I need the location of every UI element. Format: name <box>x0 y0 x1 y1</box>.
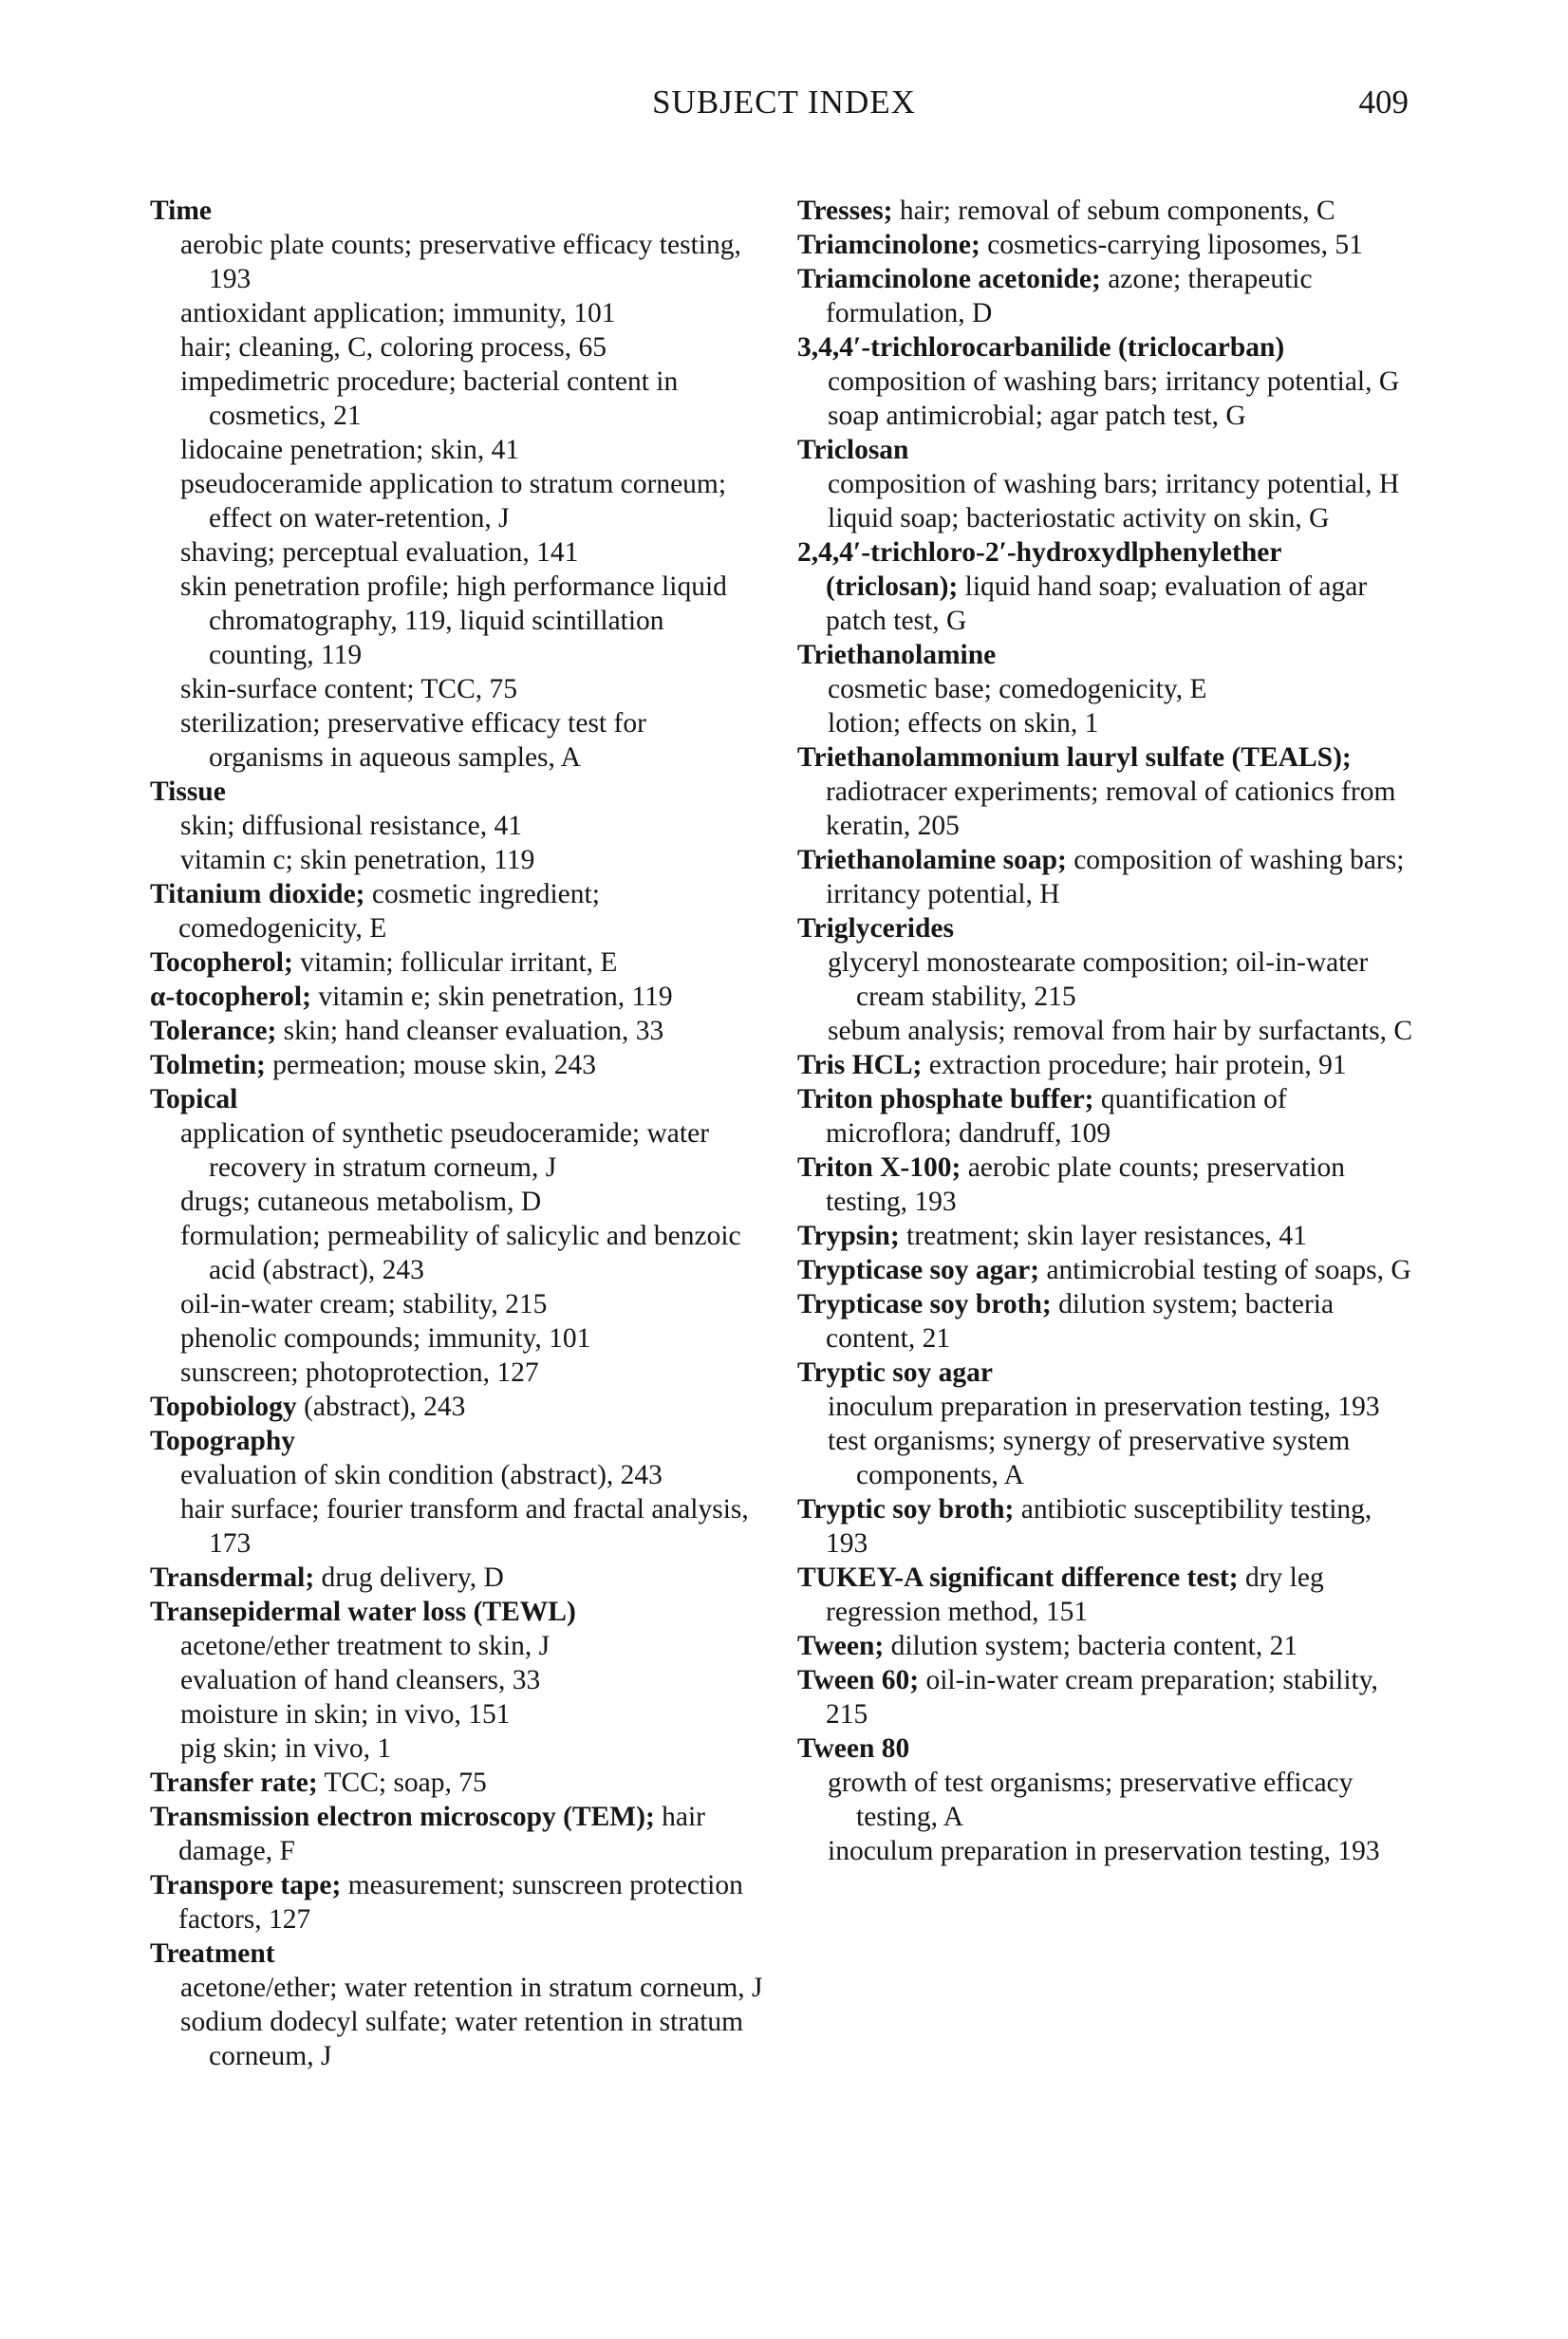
index-term: Topography <box>150 1426 296 1456</box>
index-term: 3,4,4′-trichlorocarbanilide (triclocarban) <box>797 332 1285 363</box>
index-term: Titanium dioxide; <box>150 879 365 909</box>
index-entry <box>797 1561 1414 1629</box>
index-term: Topobiology <box>150 1392 297 1422</box>
index-locator: dilution system; bacteria content, 21 <box>884 1631 1298 1661</box>
index-entry <box>797 740 1414 843</box>
index-locator: hair; cleaning, C, coloring process, 65 <box>180 332 607 363</box>
index-entry <box>797 228 1414 262</box>
index-subentry <box>150 672 767 706</box>
index-locator: acetone/ether; water retention in stratum corneum, J <box>180 1973 763 2003</box>
index-entry <box>150 1595 767 1629</box>
index-subentry <box>150 2005 767 2073</box>
index-locator: application of synthetic pseudoceramide; water recovery in stratum corneum, J <box>180 1118 710 1183</box>
index-subentry <box>150 365 767 433</box>
index-entry <box>797 194 1414 228</box>
index-column-right <box>797 194 1414 1868</box>
index-locator: inoculum preparation in preservation testing, 193 <box>828 1836 1380 1866</box>
index-entry <box>150 877 767 945</box>
index-subentry <box>150 330 767 365</box>
index-entry <box>150 980 767 1014</box>
index-subentry <box>797 399 1414 433</box>
index-term: Tissue <box>150 777 226 807</box>
index-subentry <box>150 1731 767 1766</box>
index-subentry <box>150 570 767 672</box>
index-locator: skin; hand cleanser evaluation, 33 <box>276 1016 664 1046</box>
index-entry <box>150 1868 767 1937</box>
index-subentry <box>150 228 767 296</box>
index-entry <box>150 1048 767 1082</box>
index-term: 2,4,4′-trichloro-2′-hydroxydlphenylether (triclosan); <box>797 537 1281 602</box>
index-locator: measurement; sunscreen protection factors, 127 <box>178 1870 743 1935</box>
index-locator: test organisms; synergy of preservative system components, A <box>828 1426 1351 1490</box>
index-locator: dry leg regression method, 151 <box>826 1562 1324 1627</box>
index-locator: liquid hand soap; evaluation of agar patch test, G <box>826 571 1368 636</box>
index-entry <box>797 1048 1414 1082</box>
index-locator: growth of test organisms; preservative efficacy testing, A <box>828 1768 1353 1832</box>
index-locator: phenolic compounds; immunity, 101 <box>180 1323 591 1354</box>
index-subentry <box>797 1390 1414 1424</box>
index-locator: oil-in-water cream preparation; stability, 215 <box>826 1665 1378 1730</box>
index-locator: vitamin e; skin penetration, 119 <box>310 982 673 1012</box>
index-entry <box>150 1014 767 1048</box>
index-subentry <box>797 706 1414 740</box>
index-locator: permeation; mouse skin, 243 <box>265 1050 597 1080</box>
index-subentry <box>150 1458 767 1492</box>
index-entry <box>150 194 767 228</box>
index-locator: sterilization; preservative efficacy test for organisms in aqueous samples, A <box>180 708 646 773</box>
index-subentry <box>150 1629 767 1663</box>
index-locator: azone; therapeutic formulation, D <box>826 264 1313 328</box>
index-term: TUKEY-A significant difference test; <box>797 1562 1239 1593</box>
index-locator: pig skin; in vivo, 1 <box>180 1733 392 1764</box>
index-locator: antimicrobial testing of soaps, G <box>1039 1255 1411 1285</box>
index-subentry <box>150 1116 767 1185</box>
index-entry <box>150 945 767 980</box>
index-term: Tocopherol; <box>150 947 293 978</box>
index-locator: antioxidant application; immunity, 101 <box>180 298 616 328</box>
index-term: Triton X-100; <box>797 1152 961 1183</box>
index-locator: composition of washing bars; irritancy potential, H <box>828 469 1400 499</box>
index-subentry <box>797 1766 1414 1834</box>
index-entry <box>797 1151 1414 1219</box>
index-locator: (abstract), 243 <box>296 1392 466 1422</box>
page-header <box>0 84 1568 131</box>
index-subentry <box>797 1014 1414 1048</box>
index-entry <box>150 1800 767 1868</box>
index-entry <box>797 433 1414 467</box>
index-term: Tolmetin; <box>150 1050 266 1080</box>
index-locator: TCC; soap, 75 <box>317 1768 487 1798</box>
index-locator: formulation; permeability of salicylic and benzoic acid (abstract), 243 <box>180 1221 741 1285</box>
index-subentry <box>150 1663 767 1697</box>
index-entry <box>797 262 1414 330</box>
index-column-left <box>150 194 767 2073</box>
index-locator: oil-in-water cream; stability, 215 <box>180 1289 548 1319</box>
index-term: Tresses; <box>797 196 893 226</box>
index-locator: evaluation of hand cleansers, 33 <box>180 1665 541 1695</box>
index-subentry <box>797 365 1414 399</box>
index-entry <box>797 1219 1414 1253</box>
index-locator: treatment; skin layer resistances, 41 <box>899 1221 1307 1251</box>
index-term: Trypticase soy broth; <box>797 1289 1052 1319</box>
index-subentry <box>797 501 1414 535</box>
index-subentry <box>150 1971 767 2005</box>
index-entry <box>797 535 1414 638</box>
index-locator: hair surface; fourier transform and fractal analysis, 173 <box>180 1494 749 1559</box>
index-term: Trypticase soy agar; <box>797 1255 1040 1285</box>
index-subentry <box>150 843 767 877</box>
index-locator: pseudoceramide application to stratum corneum; effect on water-retention, J <box>180 469 727 533</box>
index-subentry <box>150 1185 767 1219</box>
index-term: Tween 60; <box>797 1665 920 1695</box>
index-term: Tween; <box>797 1631 885 1661</box>
index-subentry <box>150 1321 767 1356</box>
index-term: Triton phosphate buffer; <box>797 1084 1094 1114</box>
index-locator: hair damage, F <box>178 1802 706 1866</box>
index-entry <box>797 1082 1414 1151</box>
index-term: Tris HCL; <box>797 1050 923 1080</box>
index-subentry <box>150 1287 767 1321</box>
index-term: Triamcinolone; <box>797 230 980 260</box>
index-locator: quantification of microflora; dandruff, 109 <box>826 1084 1287 1149</box>
index-term: Tween 80 <box>797 1733 910 1764</box>
index-term: Topical <box>150 1084 238 1114</box>
index-locator: inoculum preparation in preservation testing, 193 <box>828 1392 1380 1422</box>
index-locator: extraction procedure; hair protein, 91 <box>922 1050 1347 1080</box>
index-subentry <box>150 535 767 570</box>
index-locator: composition of washing bars; irritancy potential, H <box>826 845 1405 909</box>
index-subentry <box>150 1492 767 1561</box>
index-entry <box>150 1082 767 1116</box>
index-locator: glyceryl monostearate composition; oil-in-water cream stability, 215 <box>828 947 1369 1012</box>
index-locator: hair; removal of sebum components, C <box>892 196 1335 226</box>
index-locator: vitamin; follicular irritant, E <box>292 947 618 978</box>
index-term: Transmission electron microscopy (TEM); <box>150 1802 655 1832</box>
index-subentry <box>797 467 1414 501</box>
index-subentry <box>150 433 767 467</box>
index-locator: sodium dodecyl sulfate; water retention in stratum corneum, J <box>180 2007 744 2071</box>
index-locator: soap antimicrobial; agar patch test, G <box>828 401 1246 431</box>
index-entry <box>150 1937 767 1971</box>
index-term: Triclosan <box>797 435 909 465</box>
index-locator: cosmetic base; comedogenicity, E <box>828 674 1207 704</box>
index-entry <box>797 638 1414 672</box>
index-term: Transdermal; <box>150 1562 315 1593</box>
index-term: Transpore tape; <box>150 1870 342 1900</box>
index-locator: skin; diffusional resistance, 41 <box>180 811 522 841</box>
index-entry <box>150 1390 767 1424</box>
running-title: SUBJECT INDEX <box>652 84 916 121</box>
index-locator: shaving; perceptual evaluation, 141 <box>180 537 579 568</box>
index-entry <box>797 1663 1414 1731</box>
index-entry <box>797 1356 1414 1390</box>
index-locator: drugs; cutaneous metabolism, D <box>180 1187 542 1217</box>
index-locator: skin penetration profile; high performance liquid chromatography, 119, liquid scintillation counting, 119 <box>180 571 727 670</box>
index-locator: cosmetics-carrying liposomes, 51 <box>980 230 1363 260</box>
index-locator: impedimetric procedure; bacterial content in cosmetics, 21 <box>180 366 679 431</box>
index-locator: evaluation of skin condition (abstract), 243 <box>180 1460 663 1490</box>
index-subentry <box>150 809 767 843</box>
index-entry <box>797 1253 1414 1287</box>
index-term: Triethanolamine soap; <box>797 845 1067 875</box>
index-term: Triglycerides <box>797 913 954 944</box>
index-locator: aerobic plate counts; preservation testing, 193 <box>826 1152 1345 1217</box>
index-entry <box>797 843 1414 911</box>
index-subentry <box>150 706 767 775</box>
index-entry <box>797 330 1414 365</box>
index-locator: moisture in skin; in vivo, 151 <box>180 1699 511 1730</box>
index-subentry <box>150 1697 767 1731</box>
index-term: Tolerance; <box>150 1016 277 1046</box>
index-subentry <box>797 945 1414 1014</box>
index-entry <box>150 775 767 809</box>
index-locator: sunscreen; photoprotection, 127 <box>180 1357 539 1388</box>
index-term: Treatment <box>150 1938 275 1969</box>
index-subentry <box>797 1834 1414 1868</box>
index-locator: cosmetic ingredient; comedogenicity, E <box>178 879 600 944</box>
index-subentry <box>150 1356 767 1390</box>
index-subentry <box>150 467 767 535</box>
index-entry <box>797 1629 1414 1663</box>
index-entry <box>797 1287 1414 1356</box>
index-term: Time <box>150 196 213 226</box>
index-subentry <box>797 672 1414 706</box>
page-number: 409 <box>1358 84 1409 121</box>
index-term: Tryptic soy agar <box>797 1357 993 1388</box>
index-locator: lotion; effects on skin, 1 <box>828 708 1099 739</box>
index-locator: drug delivery, D <box>314 1562 504 1593</box>
index-locator: dilution system; bacteria content, 21 <box>826 1289 1335 1354</box>
index-term: Transepidermal water loss (TEWL) <box>150 1597 576 1627</box>
index-term: Triamcinolone acetonide; <box>797 264 1101 294</box>
index-subentry <box>150 1219 767 1287</box>
index-locator: radiotracer experiments; removal of cationics from keratin, 205 <box>826 777 1396 841</box>
index-term: Transfer rate; <box>150 1768 318 1798</box>
index-term: Triethanolamine <box>797 640 997 670</box>
index-entry <box>150 1424 767 1458</box>
index-locator: liquid soap; bacteriostatic activity on skin, G <box>828 503 1330 533</box>
index-entry <box>797 1731 1414 1766</box>
index-locator: sebum analysis; removal from hair by surfactants, C <box>828 1016 1413 1046</box>
index-term: Tryptic soy broth; <box>797 1494 1015 1525</box>
index-term: α-tocopherol; <box>150 982 311 1012</box>
index-locator: acetone/ether treatment to skin, J <box>180 1631 551 1661</box>
index-entry <box>797 911 1414 945</box>
index-locator: skin-surface content; TCC, 75 <box>180 674 518 704</box>
index-entry <box>797 1492 1414 1561</box>
index-locator: aerobic plate counts; preservative efficacy testing, 193 <box>180 230 741 294</box>
index-locator: antibiotic susceptibility testing, 193 <box>826 1494 1372 1559</box>
index-entry <box>150 1766 767 1800</box>
index-subentry <box>150 296 767 330</box>
index-entry <box>150 1561 767 1595</box>
index-locator: vitamin c; skin penetration, 119 <box>180 845 535 875</box>
index-term: Triethanolammonium lauryl sulfate (TEALS); <box>797 742 1352 773</box>
index-locator: lidocaine penetration; skin, 41 <box>180 435 520 465</box>
index-term: Trypsin; <box>797 1221 900 1251</box>
index-locator: composition of washing bars; irritancy potential, G <box>828 366 1400 397</box>
index-subentry <box>797 1424 1414 1492</box>
